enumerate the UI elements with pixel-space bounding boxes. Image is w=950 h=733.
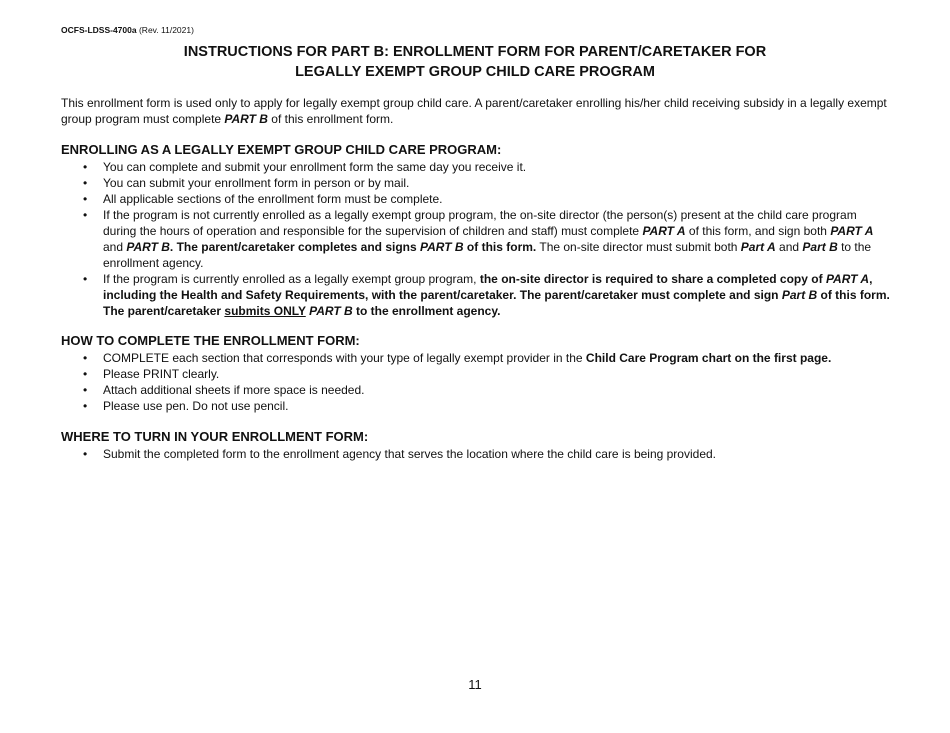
- list-item-bold-text: the on-site director is required to share a completed copy of: [479, 272, 826, 286]
- instructions-body: [61, 95, 893, 462]
- list-item-text: and: [103, 240, 127, 254]
- page-title: [0, 42, 950, 82]
- list-item-bold-text: Child Care Program chart on the first page.: [585, 351, 832, 365]
- form-code: OCFS-LDSS-4700a: [61, 25, 137, 35]
- list-item-bold-text: of this form. The parent/caretaker: [103, 288, 890, 318]
- list-item-text: You can complete and submit your enrollment form the same day you receive it.: [103, 160, 527, 174]
- list-item-text: If the program is currently enrolled as a legally exempt group program,: [103, 272, 480, 286]
- page-number: 11: [468, 677, 482, 692]
- intro-text-end: of this enrollment form.: [267, 112, 394, 126]
- list-item: [61, 175, 893, 191]
- list-item: [61, 366, 893, 382]
- bullet-icon: •: [83, 176, 88, 190]
- part-a-ref: PART A: [642, 224, 686, 238]
- list-item-text: Attach additional sheets if more space is needed.: [103, 383, 365, 397]
- list-item-text: Please use pen. Do not use pencil.: [103, 399, 289, 413]
- bullet-icon: •: [83, 208, 88, 222]
- list-item-text: COMPLETE each section that corresponds with your type of legally exempt provider in the: [103, 351, 586, 365]
- bullet-icon: •: [83, 351, 88, 365]
- intro-part-b: PART B: [224, 112, 268, 126]
- part-a-ref: Part A: [740, 240, 776, 254]
- part-b-ref: Part B: [802, 240, 838, 254]
- intro-paragraph: [61, 95, 893, 127]
- part-b-ref: PART B: [309, 304, 353, 318]
- list-item-text: If the program is not currently enrolled as a legally exempt group program, the on-site director (the person(s) present at the child care program during the hours of operation and responsible for the supervision of children and staff) must complete: [103, 208, 857, 238]
- part-b-ref: PART B: [420, 240, 464, 254]
- bullet-icon: •: [83, 399, 88, 413]
- where-list: [61, 446, 893, 462]
- list-item-text: of this form, and sign both: [685, 224, 831, 238]
- list-item-text: All applicable sections of the enrollment form must be complete.: [103, 192, 443, 206]
- how-list: [61, 350, 893, 414]
- part-b-ref: PART B: [126, 240, 170, 254]
- form-revision: (Rev. 11/2021): [138, 25, 194, 35]
- title-line-2: LEGALLY EXEMPT GROUP CHILD CARE PROGRAM: [295, 64, 655, 80]
- part-a-ref: PART A: [825, 272, 870, 286]
- form-identifier: [61, 25, 194, 35]
- list-item: [61, 382, 893, 398]
- list-item-text: Please PRINT clearly.: [103, 367, 220, 381]
- submits-only-emphasis: submits ONLY: [224, 304, 306, 318]
- list-item: [61, 350, 893, 366]
- list-item: [61, 446, 893, 462]
- section-heading-where: WHERE TO TURN IN YOUR ENROLLMENT FORM:: [61, 429, 369, 444]
- list-item: [61, 207, 893, 271]
- enrolling-list: [61, 159, 893, 319]
- intro-text: This enrollment form is used only to apply for legally exempt group child care. A parent/caretaker enrolling his/her child receiving subsidy in a legally exempt group program must complete: [61, 96, 887, 126]
- list-item: [61, 398, 893, 414]
- section-heading-enrolling: ENROLLING AS A LEGALLY EXEMPT GROUP CHILD CARE PROGRAM:: [61, 142, 502, 157]
- list-item-text: and: [775, 240, 803, 254]
- part-b-ref: Part B: [781, 288, 818, 302]
- list-item-bold-text: , including the Health and Safety Requirements, with the parent/caretaker. The parent/caretaker must complete and sign: [103, 272, 873, 302]
- list-item-text: You can submit your enrollment form in person or by mail.: [103, 176, 410, 190]
- list-item-text: Submit the completed form to the enrollment agency that serves the location where the child care is being provided.: [103, 447, 717, 461]
- list-item-bold-text: to the enrollment agency.: [352, 304, 501, 318]
- bullet-icon: •: [83, 160, 88, 174]
- list-item: [61, 191, 893, 207]
- bullet-icon: •: [83, 383, 88, 397]
- bullet-icon: •: [83, 272, 88, 286]
- bullet-icon: •: [83, 367, 88, 381]
- bullet-icon: •: [83, 192, 88, 206]
- list-item-text: to the enrollment agency.: [103, 240, 872, 270]
- section-heading-how: HOW TO COMPLETE THE ENROLLMENT FORM:: [61, 333, 360, 348]
- part-a-ref: PART A: [830, 224, 874, 238]
- list-item: [61, 271, 893, 319]
- bullet-icon: •: [83, 447, 88, 461]
- list-item-text: The on-site director must submit both: [536, 240, 741, 254]
- list-item-bold-text: of this form.: [463, 240, 537, 254]
- list-item-bold-text: . The parent/caretaker completes and signs: [169, 240, 421, 254]
- list-item: [61, 159, 893, 175]
- title-line-1: INSTRUCTIONS FOR PART B: ENROLLMENT FORM FOR PARENT/CARETAKER FOR: [183, 44, 767, 60]
